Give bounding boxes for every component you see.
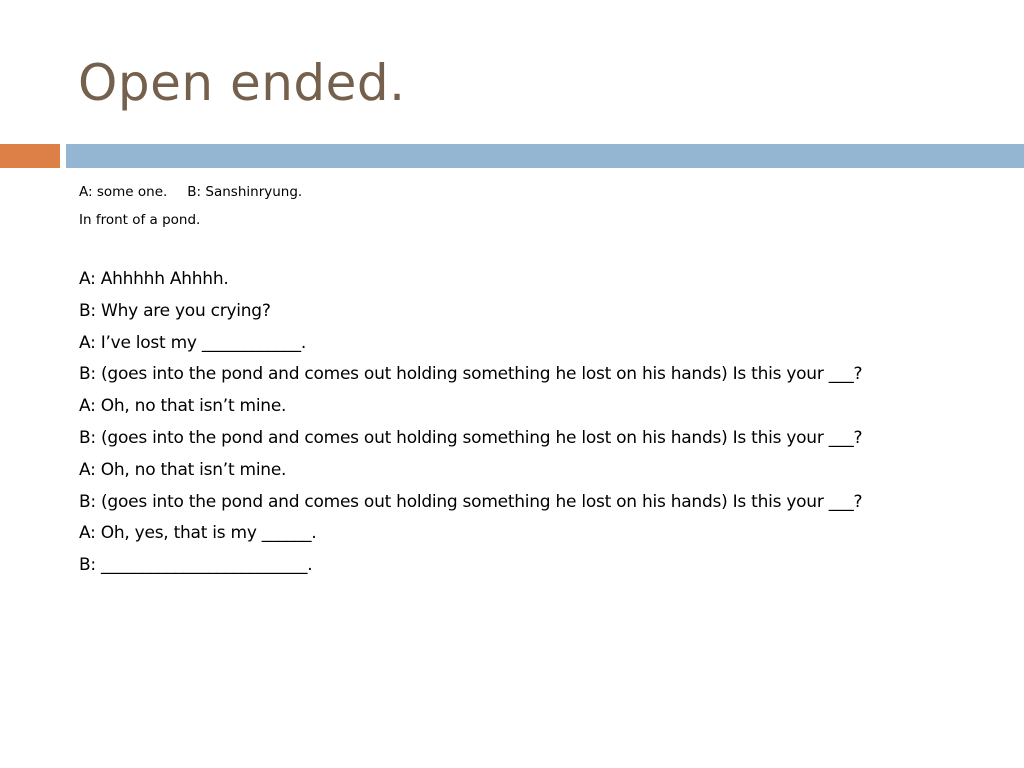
- dialogue-line: B: Why are you crying?: [79, 300, 271, 321]
- dialogue-line: B: (goes into the pond and comes out holding something he lost on his hands) Is this your ___?: [79, 491, 863, 512]
- dialogue-line: A: Oh, no that isn’t mine.: [79, 459, 287, 480]
- accent-bar-orange: [0, 144, 60, 168]
- accent-bar-blue: [66, 144, 1024, 168]
- dialogue-list: [79, 264, 862, 582]
- characters-line: [79, 183, 302, 201]
- dialogue-line: B: (goes into the pond and comes out holding something he lost on his hands) Is this your ___?: [79, 427, 863, 448]
- dialogue-line: A: Oh, yes, that is my ______.: [79, 523, 317, 544]
- slide-title: Open ended.: [78, 54, 406, 112]
- character-b: B: Sanshinryung.: [187, 184, 303, 200]
- dialogue-line: B: (goes into the pond and comes out holding something he lost on his hands) Is this your ___?: [79, 364, 863, 385]
- dialogue-line: A: Ahhhhh Ahhhh.: [79, 269, 229, 289]
- dialogue-line: B: _________________________.: [79, 555, 313, 576]
- character-a: A: some one.: [79, 184, 168, 200]
- dialogue-line: A: I’ve lost my ____________.: [79, 332, 307, 353]
- dialogue-line: A: Oh, no that isn’t mine.: [79, 396, 287, 417]
- setting-line: In front of a pond.: [79, 212, 201, 228]
